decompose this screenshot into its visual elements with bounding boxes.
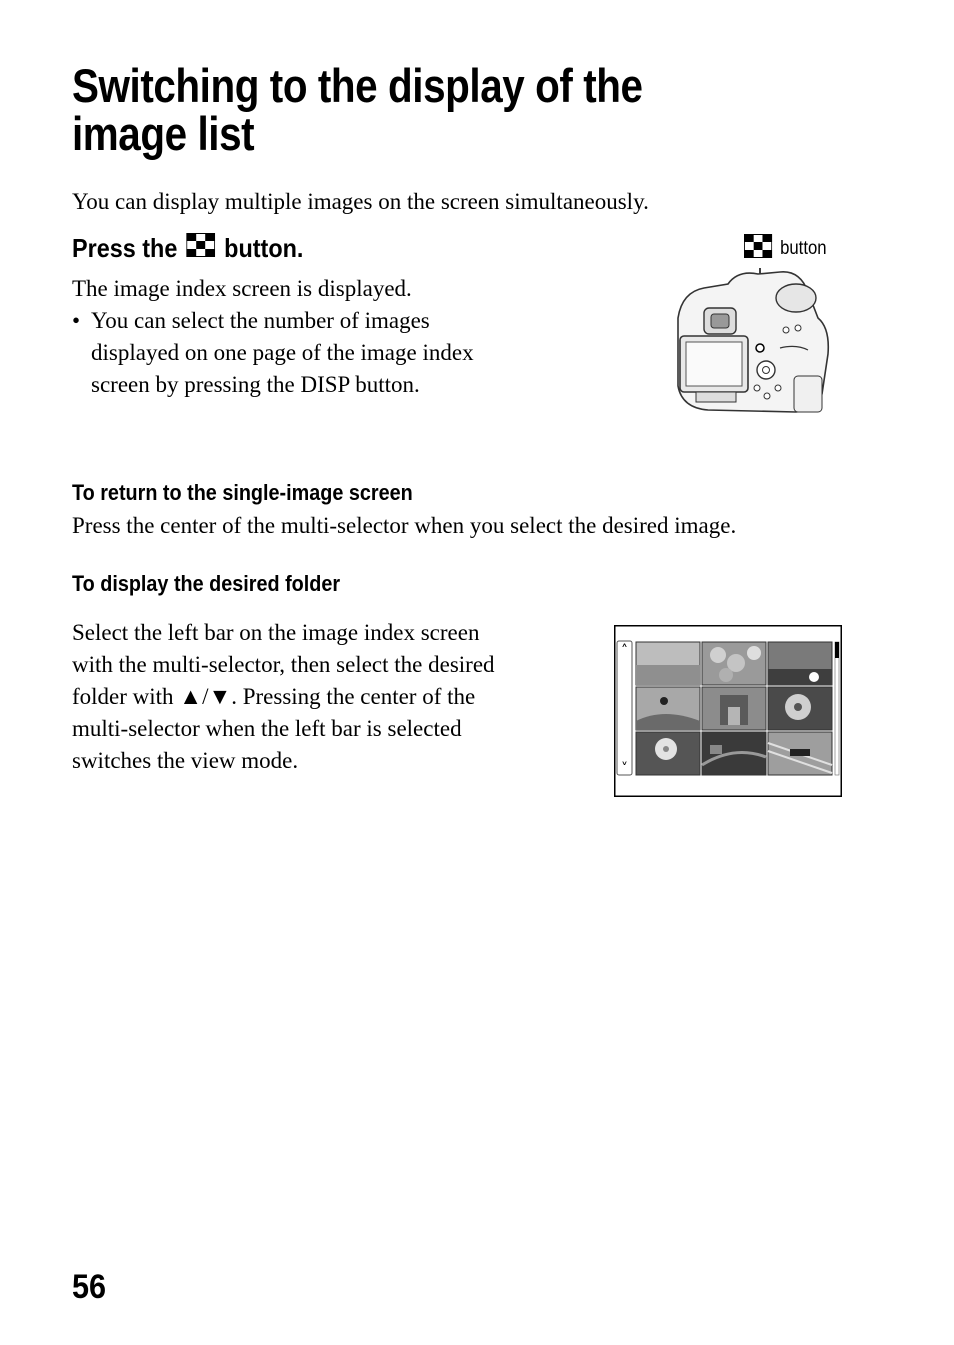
thumbnail[interactable] [768,642,832,685]
up-arrow-icon: ˄ [621,643,628,659]
step-text: The image index screen is displayed. [72,276,412,301]
thumbnail[interactable] [768,732,832,775]
bullet-dot: • [72,308,81,333]
scroll-bar[interactable] [835,642,839,775]
intro-text: You can display multiple images on the screen simultaneously. [72,189,649,214]
step-bullet-text: You can select the number of images displayed on one page of the image index screen by pressing the DISP button. [91,308,474,397]
folder-bar[interactable] [617,641,632,777]
callout-label: button [780,238,827,259]
down-arrow-icon: ˅ [621,761,628,777]
step-body [72,273,492,401]
thumbnail-grid [636,642,832,775]
section-heading-folder: To display the desired folder [72,571,341,596]
step-bullet [72,305,492,401]
section-text-folder: Select the left bar on the image index screen with the multi-selector, then select the desired folder with ▲/▼. Pressing the center of the multi-selector when the left bar is selected switches the view mode. [72,620,495,773]
image-index-icon [186,233,215,264]
thumbnail[interactable] [636,732,700,775]
image-index-screen [614,625,842,802]
page-title: Switching to the display of the image list [72,59,643,160]
thumbnail[interactable] [636,642,700,685]
thumbnail[interactable] [702,732,766,775]
thumbnail[interactable] [702,642,766,685]
thumbnail[interactable] [768,687,832,730]
section-heading-return: To return to the single-image screen [72,480,413,505]
section-text-return: Press the center of the multi-selector when you select the desired image. [72,513,737,538]
step-heading [72,233,303,264]
camera-illustration [668,258,838,421]
step-heading-after: button. [224,233,304,263]
page-number: 56 [72,1268,107,1306]
thumbnail[interactable] [702,687,766,730]
step-heading-before: Press the [72,233,178,263]
thumbnail[interactable] [636,687,700,730]
